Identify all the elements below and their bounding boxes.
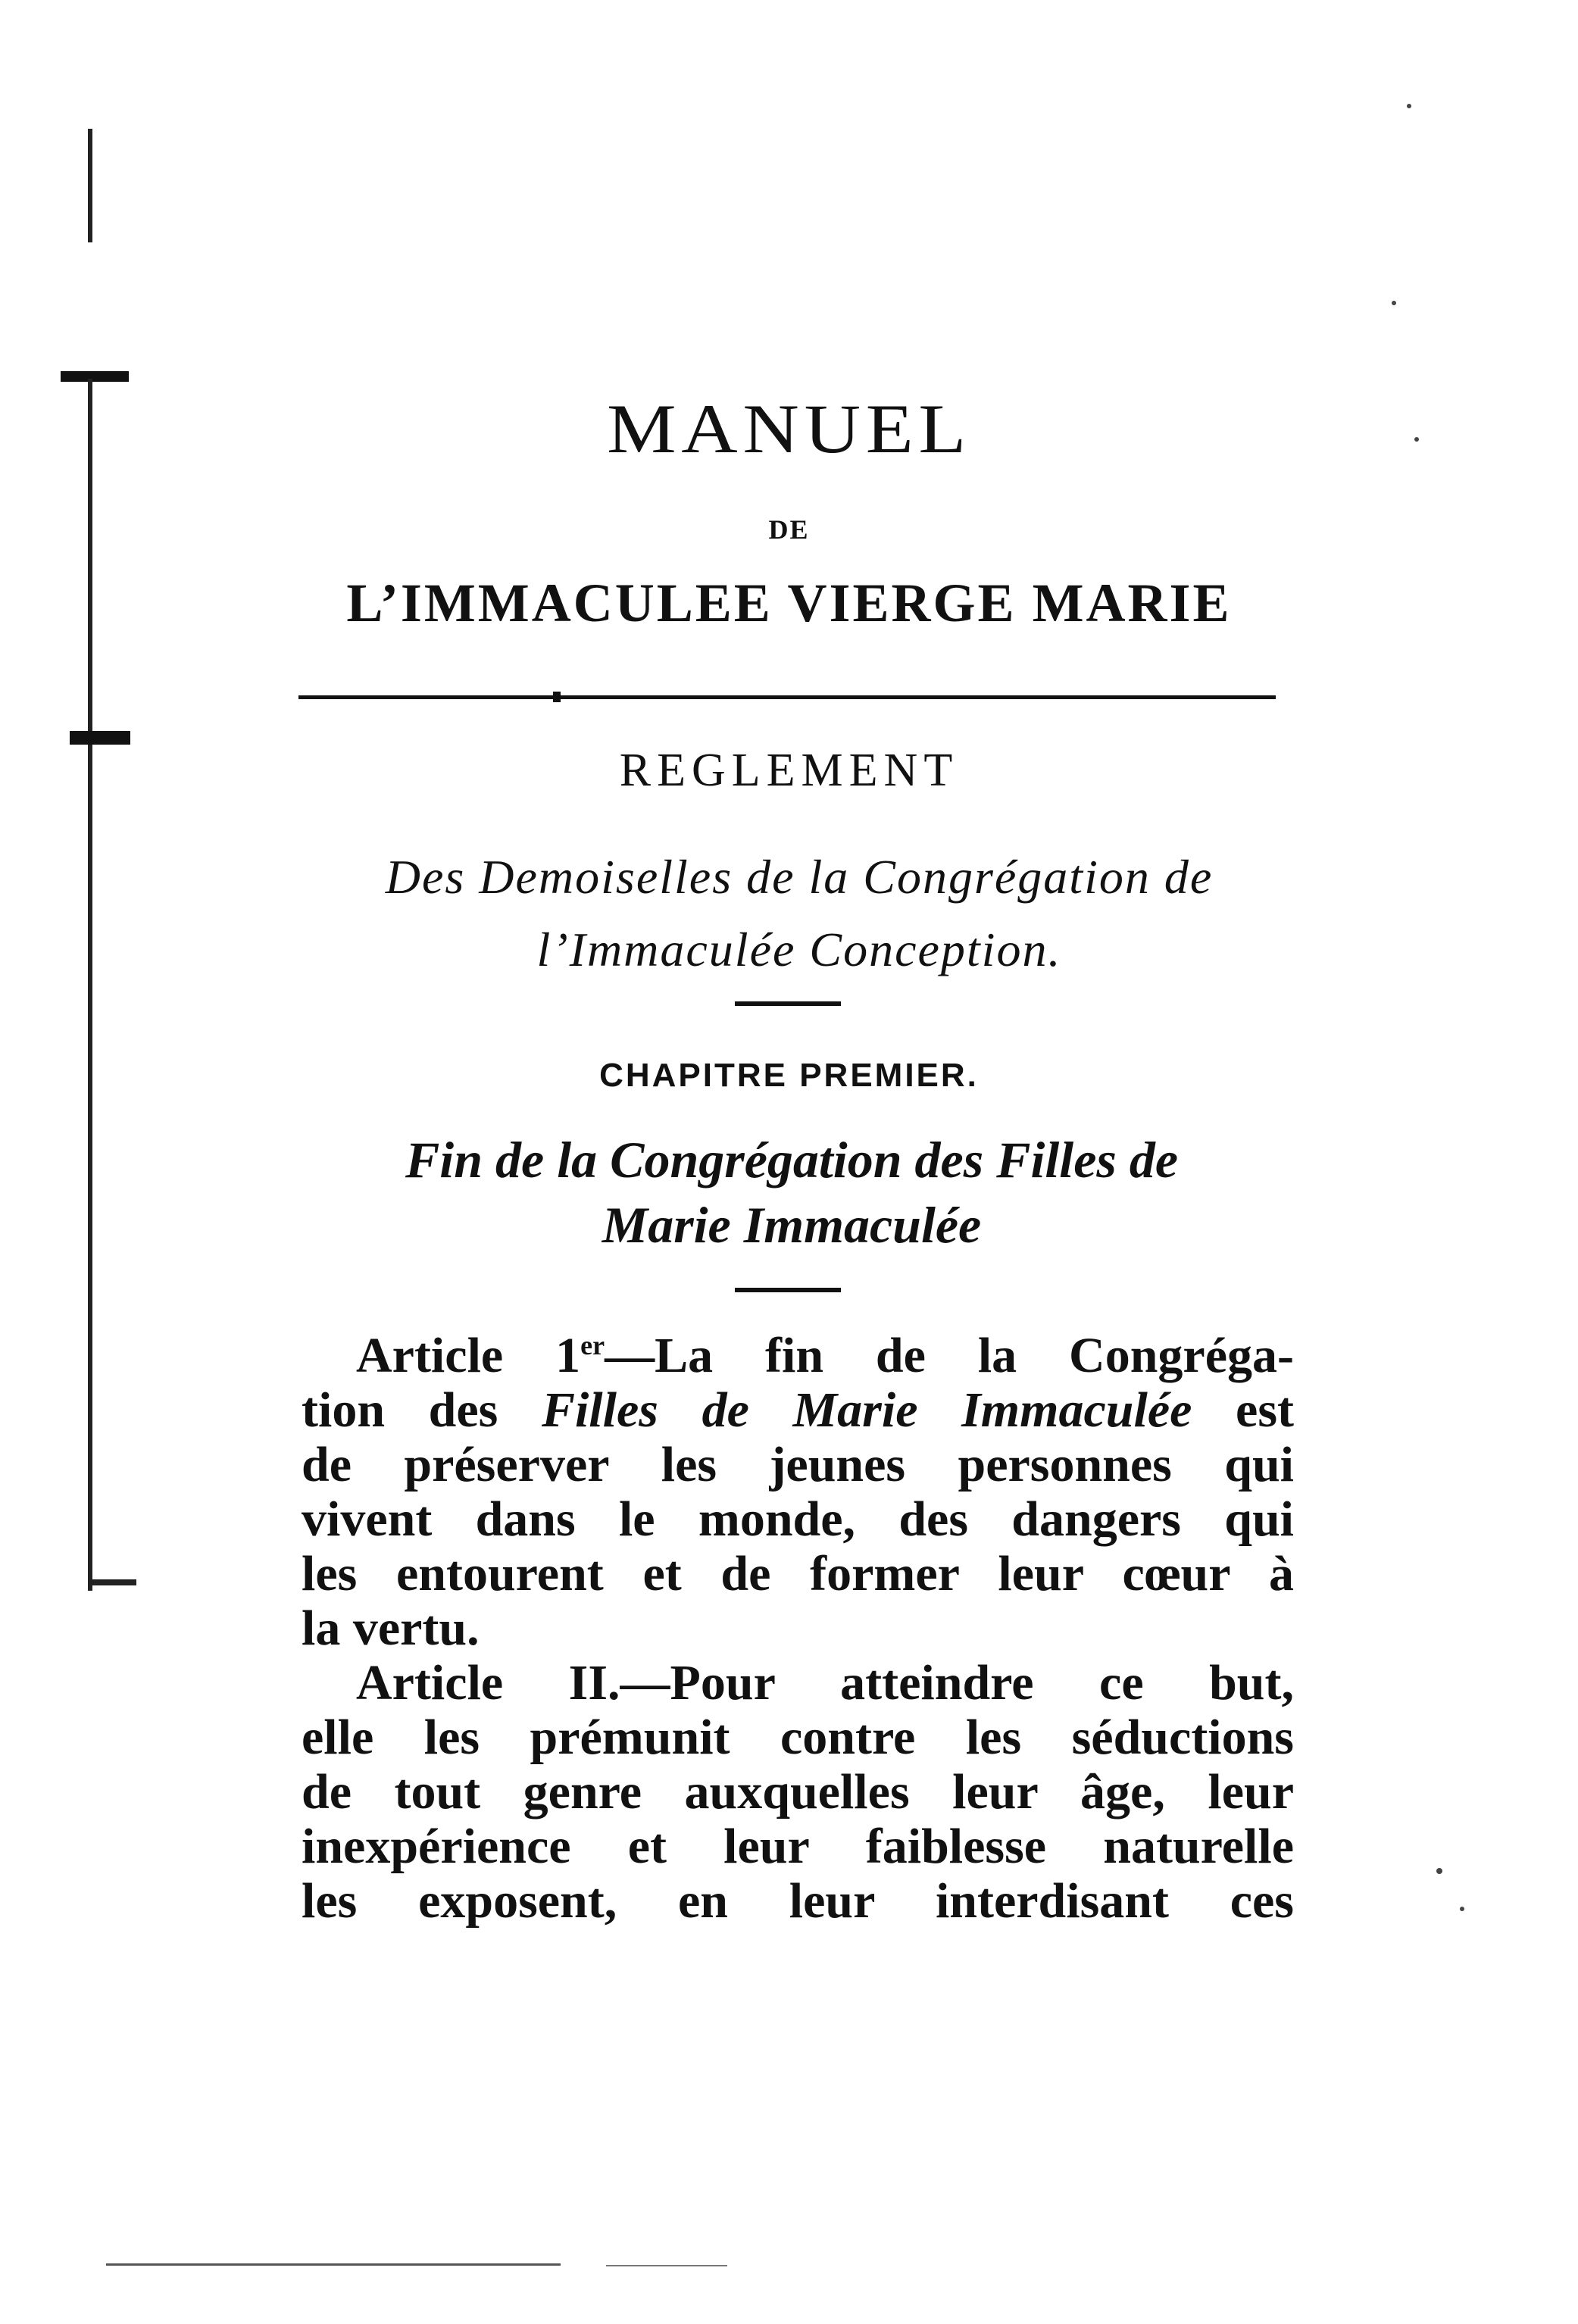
article1-line-5: les entourent et de former leur cœur à <box>302 1546 1294 1601</box>
article2-line-3: de tout genre auxquelles leur âge, leur <box>302 1764 1294 1820</box>
title-divider <box>298 695 1276 699</box>
article1-line-4: vivent dans le monde, des dangers qui <box>302 1492 1294 1547</box>
book-title: MANUEL <box>606 390 972 467</box>
article1-text: est <box>1192 1382 1294 1438</box>
article2-line-4: inexpérience et leur faiblesse naturelle <box>302 1819 1294 1874</box>
article1-prefix: Article 1 <box>356 1328 581 1383</box>
reglement-subtitle <box>250 841 1348 986</box>
article1-line-1 <box>302 1318 1294 1383</box>
reglement-subtitle-line-2: l’Immaculée Conception. <box>536 923 1062 976</box>
article1-line-6: la vertu. <box>302 1601 480 1656</box>
article1-text: —La fin de la Congréga- <box>605 1328 1294 1383</box>
chapter-title-line-2: Marie Immaculée <box>602 1196 982 1254</box>
chapter-label: CHAPITRE PREMIER. <box>599 1057 979 1094</box>
short-divider-1 <box>735 1001 841 1006</box>
chapter-title-line-1: Fin de la Congrégation des Filles de <box>405 1131 1179 1189</box>
article2-line-5: les exposent, en leur interdisant ces <box>302 1873 1294 1929</box>
article1-line-2 <box>302 1383 1294 1438</box>
article1-italic: Filles de Marie Immaculée <box>541 1382 1192 1438</box>
reglement-heading: REGLEMENT <box>619 745 959 796</box>
book-subtitle: L’IMMACULEE VIERGE MARIE <box>346 573 1232 633</box>
chapter-title <box>303 1127 1280 1257</box>
article1-sup: er <box>580 1330 605 1360</box>
reglement-subtitle-line-1: Des Demoiselles de la Congrégation de <box>385 850 1214 904</box>
book-title-de: DE <box>768 514 810 545</box>
article1-line-3: de préserver les jeunes personnes qui <box>302 1437 1294 1492</box>
article1-text: tion des <box>302 1382 542 1438</box>
divider-dot <box>553 692 561 702</box>
article-body <box>302 1318 1294 1929</box>
article2-line-1: Article II.—Pour atteindre ce but, <box>356 1655 1294 1710</box>
short-divider-2 <box>735 1288 841 1292</box>
article2-line-2: elle les prémunit contre les séductions <box>302 1710 1294 1765</box>
